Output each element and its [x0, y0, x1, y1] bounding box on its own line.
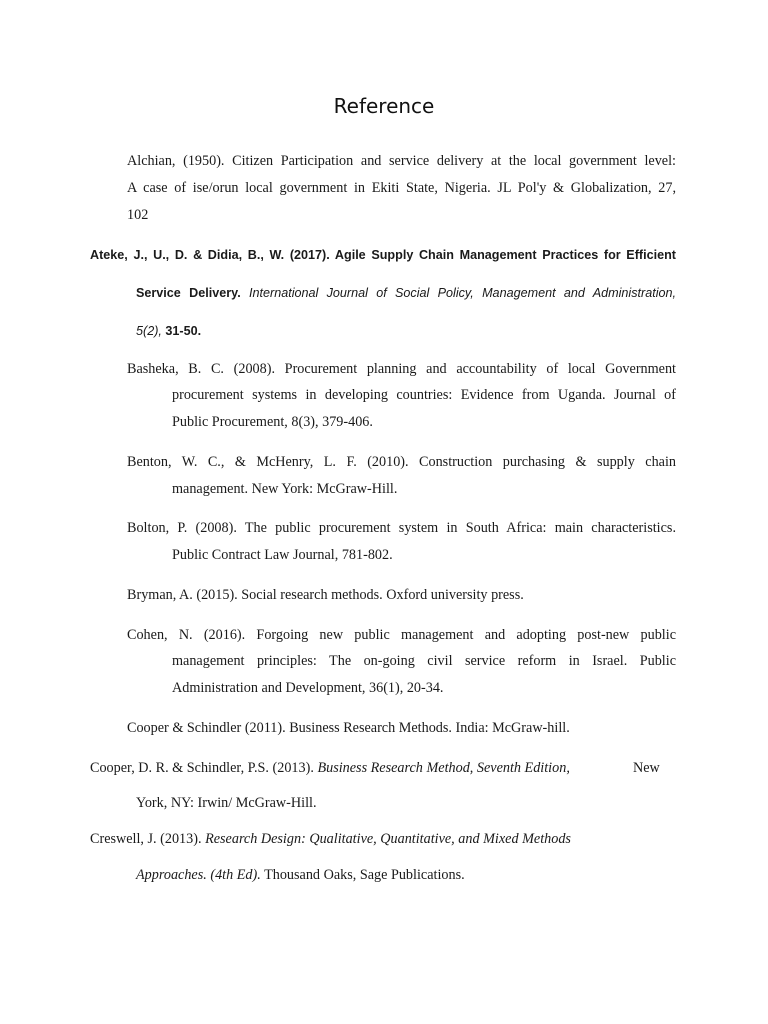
- reference-pages: 31-50.: [161, 324, 202, 338]
- reference-line: [136, 324, 676, 338]
- reference-line: procurement systems in developing countries: Evidence from Uganda. Journal of: [172, 387, 676, 403]
- reference-cooper-2011: [127, 720, 676, 737]
- reference-text: New: [633, 760, 660, 776]
- reference-line: Bolton, P. (2008). The public procurement system in South Africa: main characteristics.: [127, 520, 676, 536]
- reference-cohen-cont: [172, 653, 676, 697]
- journal-volume: 5(2),: [136, 324, 162, 338]
- reference-bolton-cont: [172, 547, 676, 564]
- reference-line: [90, 760, 676, 777]
- reference-benton: [127, 454, 676, 471]
- reference-line: Benton, W. C., & McHenry, L. F. (2010). Construction purchasing & supply chain: [127, 454, 676, 470]
- journal-title: International Journal of Social Policy, Management and Administration,: [249, 286, 677, 300]
- reference-text: Cooper, D. R. & Schindler, P.S. (2013).: [90, 760, 318, 776]
- reference-line: York, NY: Irwin/ McGraw-Hill.: [136, 795, 317, 811]
- reference-text: Thousand Oaks, Sage Publications.: [260, 867, 465, 883]
- reference-basheka: [127, 361, 676, 378]
- reference-cooper-2013-new: [633, 760, 673, 777]
- reference-cooper-2013-cont: [136, 795, 676, 812]
- book-title: Approaches. (4th Ed).: [136, 867, 261, 883]
- reference-line: management principles: The on-going civil service reform in Israel. Public: [172, 653, 676, 669]
- reference-line: [136, 286, 676, 300]
- reference-bolton: [127, 520, 676, 537]
- reference-creswell-cont: [136, 867, 676, 884]
- reference-line: Basheka, B. C. (2008). Procurement planning and accountability of local Government: [127, 361, 676, 377]
- reference-bryman: [127, 587, 676, 604]
- reference-line: 102: [127, 207, 149, 223]
- reference-benton-cont: [172, 481, 676, 498]
- reference-line: Cooper & Schindler (2011). Business Research Methods. India: McGraw-hill.: [127, 720, 570, 736]
- reference-line: management. New York: McGraw-Hill.: [172, 481, 398, 497]
- reference-ateke-cont: [136, 286, 676, 300]
- reference-basheka-cont: [172, 387, 676, 431]
- reference-ateke: [90, 248, 676, 262]
- reference-line: [90, 831, 676, 848]
- reference-line: Cohen, N. (2016). Forgoing new public management and adopting post-new public: [127, 627, 676, 643]
- reference-text: Creswell, J. (2013).: [90, 831, 206, 847]
- page-title: Reference: [333, 94, 435, 118]
- reference-ateke-cont2: [136, 324, 676, 338]
- reference-line: Alchian, (1950). Citizen Participation and service delivery at the local government level:: [127, 153, 676, 169]
- reference-line: Public Contract Law Journal, 781-802.: [172, 547, 393, 563]
- reference-line: A case of ise/orun local government in Ekiti State, Nigeria. JL Pol'y & Globalization, 27,: [127, 180, 676, 196]
- reference-alchian: [127, 153, 676, 224]
- book-title: Research Design: Qualitative, Quantitative, and Mixed Methods: [205, 831, 571, 847]
- book-title: Business Research Method, Seventh Edition,: [317, 760, 570, 776]
- reference-cohen: [127, 627, 676, 644]
- reference-line: Bryman, A. (2015). Social research methods. Oxford university press.: [127, 587, 524, 603]
- reference-text: Service Delivery.: [136, 286, 249, 300]
- reference-line: [136, 867, 676, 884]
- reference-creswell: [90, 831, 676, 848]
- reference-line: Ateke, J., U., D. & Didia, B., W. (2017). Agile Supply Chain Management Practices for Efficient: [90, 248, 676, 262]
- reference-line: Administration and Development, 36(1), 20-34.: [172, 680, 444, 696]
- reference-line: Public Procurement, 8(3), 379-406.: [172, 414, 373, 430]
- reference-cooper-2013: [90, 760, 676, 777]
